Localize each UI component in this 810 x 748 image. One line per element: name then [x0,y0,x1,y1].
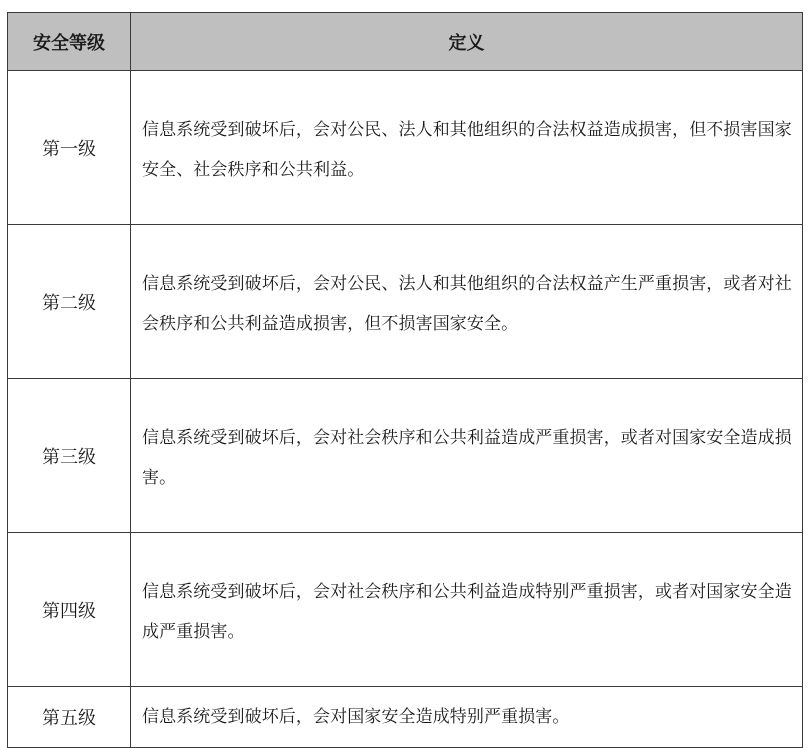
definition-cell: 信息系统受到破坏后，会对国家安全造成特别严重损害。 [131,687,803,748]
level-cell: 第三级 [8,379,131,533]
security-level-table [7,12,803,748]
table-row-level-1 [8,71,803,225]
table-row-level-5 [8,687,803,748]
definition-cell: 信息系统受到破坏后，会对社会秩序和公共利益造成特别严重损害，或者对国家安全造成严重损害。 [131,533,803,687]
table-header-row [8,13,803,71]
level-cell: 第五级 [8,687,131,748]
level-cell: 第四级 [8,533,131,687]
level-cell: 第二级 [8,225,131,379]
definition-cell: 信息系统受到破坏后，会对公民、法人和其他组织的合法权益产生严重损害，或者对社会秩序和公共利益造成损害，但不损害国家安全。 [131,225,803,379]
table-row-level-2 [8,225,803,379]
header-security-level: 安全等级 [8,13,131,71]
level-cell: 第一级 [8,71,131,225]
header-definition: 定义 [131,13,803,71]
definition-cell: 信息系统受到破坏后，会对社会秩序和公共利益造成严重损害，或者对国家安全造成损害。 [131,379,803,533]
table-row-level-4 [8,533,803,687]
definition-cell: 信息系统受到破坏后，会对公民、法人和其他组织的合法权益造成损害，但不损害国家安全、社会秩序和公共利益。 [131,71,803,225]
table-row-level-3 [8,379,803,533]
